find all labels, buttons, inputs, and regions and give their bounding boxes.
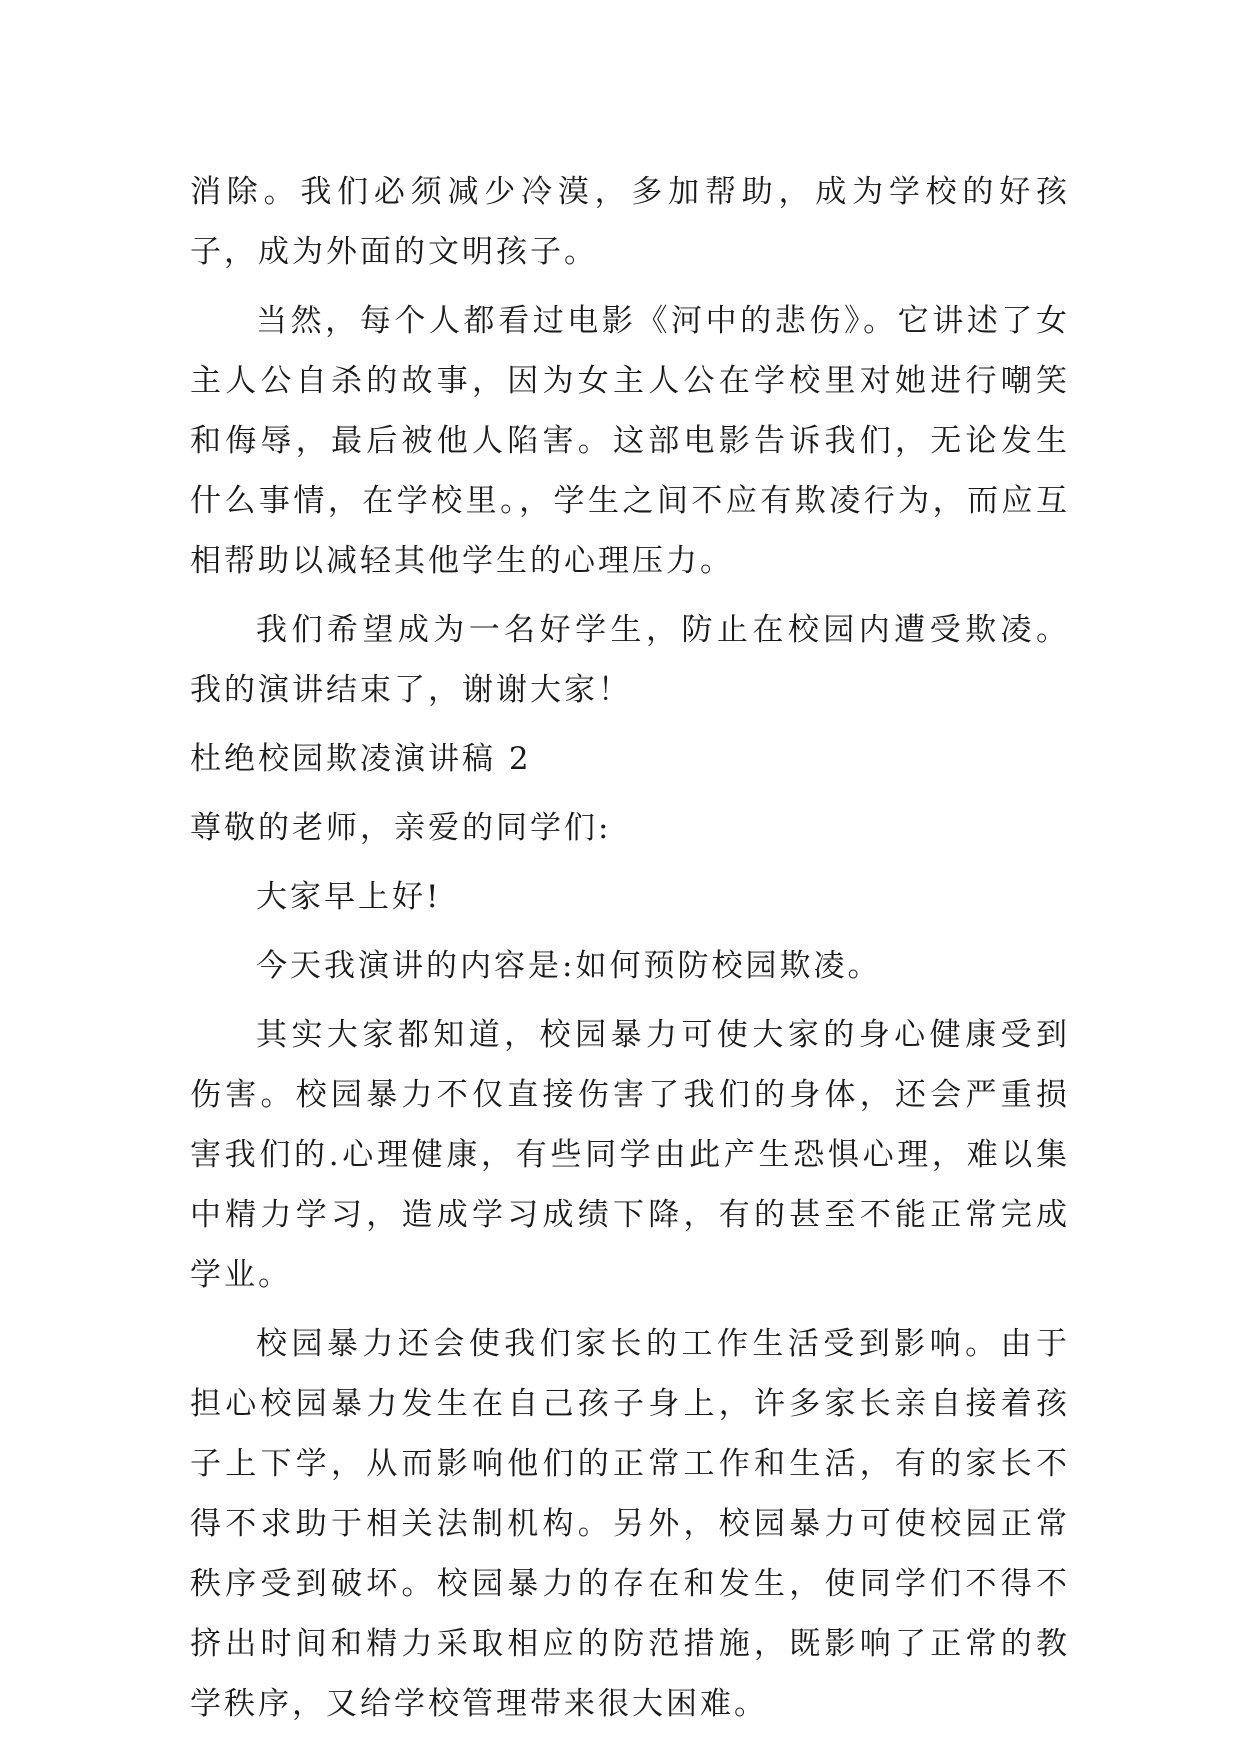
paragraph: 今天我演讲的内容是:如何预防校园欺凌。 bbox=[256, 948, 882, 984]
paragraph: 其实大家都知道，校园暴力可使大家的身心健康受到伤害。校园暴力不仅直接伤害了我们的身体，还会严重损害我们的.心理健康，有些同学由此产生恐惧心理，难以集中精力学习，造成学习成绩下降，有的甚至不能正常完成学业。 bbox=[190, 1017, 1070, 1293]
paragraph: 消除。我们必须减少冷漠，多加帮助，成为学校的好孩子，成为外面的文明孩子。 bbox=[190, 174, 1070, 270]
salutation: 尊敬的老师，亲爱的同学们: bbox=[190, 810, 612, 846]
paragraph: 我们希望成为一名好学生，防止在校园内遭受欺凌。我的演讲结束了，谢谢大家！ bbox=[190, 612, 1070, 708]
paragraph: 当然，每个人都看过电影《河中的悲伤》。它讲述了女主人公自杀的故事，因为女主人公在学校里对她进行嘲笑和侮辱，最后被他人陷害。这部电影告诉我们，无论发生什么事情，在学校里。，学生之间不应有欺凌行为，而应互相帮助以减轻其他学生的心理压力。 bbox=[190, 303, 1070, 579]
document-body bbox=[190, 162, 1070, 1743]
section-title: 杜绝校园欺凌演讲稿 2 bbox=[190, 741, 532, 777]
paragraph: 校园暴力还会使我们家长的工作生活受到影响。由于担心校园暴力发生在自己孩子身上，许多家长亲自接着孩子上下学，从而影响他们的正常工作和生活，有的家长不得不求助于相关法制机构。另外，校园暴力可使校园正常秩序受到破坏。校园暴力的存在和发生，使同学们不得不挤出时间和精力采取相应的防范措施，既影响了正常的教学秩序，又给学校管理带来很大困难。 bbox=[190, 1326, 1070, 1722]
greeting: 大家早上好! bbox=[256, 879, 442, 915]
